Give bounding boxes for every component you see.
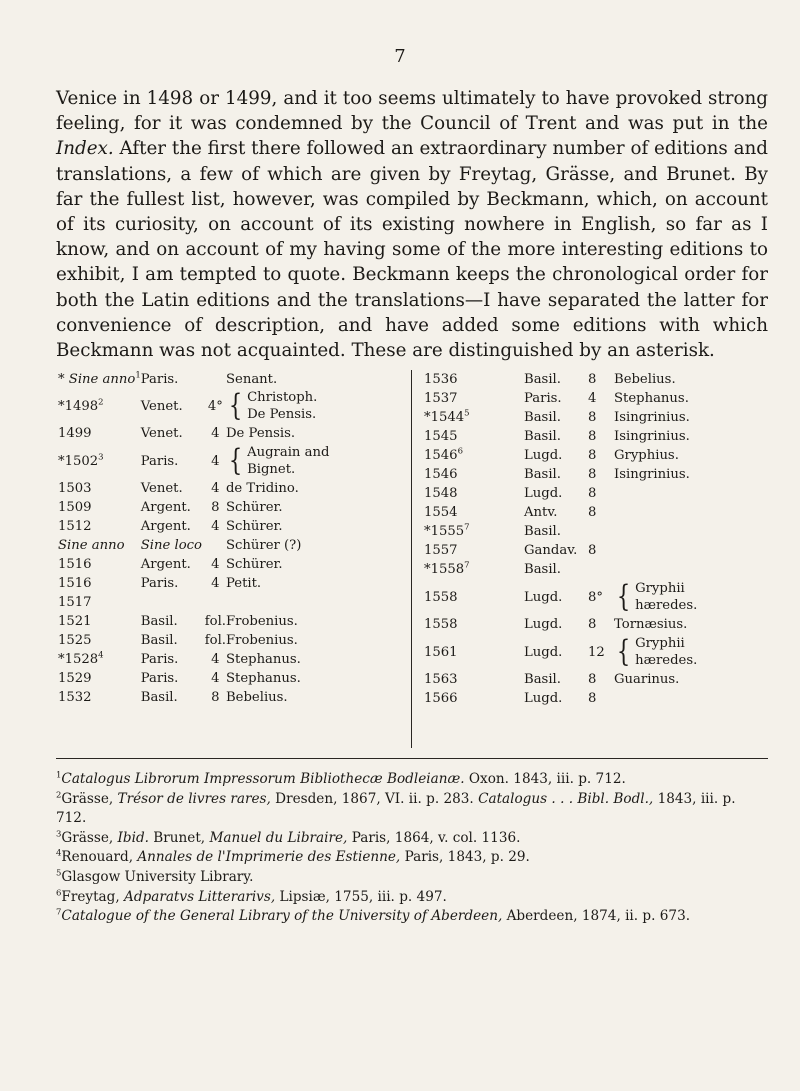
edition-year: 1509 xyxy=(58,500,92,515)
edition-printer xyxy=(226,388,330,424)
footnote-ref: 6 xyxy=(457,446,463,457)
printer-line: De Pensis. xyxy=(247,407,317,422)
edition-year: 1517 xyxy=(58,595,92,610)
footnote-text: Oxon. 1843, iii. p. 712. xyxy=(464,771,626,787)
edition-year-cell xyxy=(56,650,141,669)
table-row xyxy=(56,593,330,612)
edition-format xyxy=(205,593,226,612)
edition-place: Lugd. xyxy=(524,691,563,706)
footnote-text: Brunet, xyxy=(148,829,210,846)
edition-printer: Stephanus. xyxy=(614,391,689,406)
footnote-number: 7 xyxy=(56,907,62,918)
edition-place: Argent. xyxy=(140,519,191,534)
edition-year: *1558 xyxy=(424,562,465,577)
edition-printer: Petit. xyxy=(225,576,262,591)
edition-place: Lugd. xyxy=(524,617,563,632)
latin-editions-table-right xyxy=(420,370,724,708)
edition-year-cell xyxy=(56,443,141,479)
header-printer: Senant. xyxy=(225,371,278,387)
footnote xyxy=(56,888,768,908)
edition-format: 4 xyxy=(211,426,220,441)
table-row xyxy=(56,612,330,631)
edition-format: 4 xyxy=(211,453,220,469)
table-row xyxy=(420,370,724,389)
footnote-text: Grässe, xyxy=(61,829,118,846)
edition-year-cell xyxy=(420,427,524,446)
table-row xyxy=(420,408,724,427)
printer-lines xyxy=(635,580,697,614)
printer-lines xyxy=(635,635,697,669)
edition-printer: Tornæsius. xyxy=(614,617,688,632)
footnote-ref: 2 xyxy=(98,397,104,408)
footnote-title: Manuel du Libraire, xyxy=(209,829,348,846)
edition-printer xyxy=(614,522,724,541)
brace-icon: { xyxy=(616,579,631,614)
edition-place: Argent. xyxy=(140,500,191,515)
edition-place: Paris. xyxy=(140,652,179,667)
brace-icon: { xyxy=(228,388,243,423)
edition-format: 8 xyxy=(588,543,597,558)
page-number: 7 xyxy=(394,46,406,67)
edition-format: 8 xyxy=(588,372,597,387)
edition-year: 1561 xyxy=(424,644,458,660)
edition-year: 1548 xyxy=(424,486,458,501)
edition-printer: Schürer. xyxy=(225,500,283,515)
table-row xyxy=(420,670,724,689)
edition-year: 1516 xyxy=(58,557,92,572)
footnote-ref: 4 xyxy=(98,650,104,661)
printer-brace-group xyxy=(614,580,724,614)
edition-year: 1558 xyxy=(424,617,458,632)
edition-year: 1554 xyxy=(424,505,458,520)
edition-place: Paris. xyxy=(524,391,562,406)
edition-printer xyxy=(226,443,330,479)
edition-year-cell xyxy=(56,669,141,688)
edition-year-cell xyxy=(56,498,141,517)
table-header-row xyxy=(56,370,330,388)
footnote-number: 2 xyxy=(56,790,62,801)
header-place: Paris. xyxy=(140,371,179,387)
edition-place: Lugd. xyxy=(524,486,563,501)
edition-format: 4 xyxy=(211,576,220,591)
edition-year: 1503 xyxy=(58,481,92,496)
edition-place: Basil. xyxy=(140,614,178,629)
edition-place: Lugd. xyxy=(524,644,563,660)
footnote-ref: 7 xyxy=(464,560,470,571)
printer-brace-group xyxy=(614,635,724,669)
edition-printer xyxy=(614,541,724,560)
edition-place: Basil. xyxy=(140,690,178,705)
table-row xyxy=(420,579,724,615)
edition-place: Basil. xyxy=(524,672,561,687)
printer-line: Augrain and xyxy=(247,445,330,460)
table-row xyxy=(56,536,330,555)
edition-format: fol. xyxy=(204,614,226,629)
edition-printer: de Tridino. xyxy=(225,481,299,496)
body-text-index-word: Index. xyxy=(56,138,114,160)
edition-year-cell xyxy=(420,541,524,560)
edition-printer xyxy=(614,634,724,670)
edition-format: 8 xyxy=(588,672,597,687)
edition-year-cell xyxy=(420,689,524,708)
edition-year: 1557 xyxy=(424,543,458,558)
edition-printer: Schürer (?) xyxy=(225,538,302,553)
edition-year: *1528 xyxy=(58,652,99,667)
edition-format: 8 xyxy=(588,617,597,632)
table-row xyxy=(420,446,724,465)
footnote-text: Grässe, xyxy=(61,790,118,807)
footnote xyxy=(56,848,768,868)
edition-year-cell xyxy=(56,517,141,536)
footnote-ref: 5 xyxy=(464,408,470,419)
edition-year-cell xyxy=(420,560,524,579)
footnote-ref: 3 xyxy=(98,452,104,463)
edition-printer: Stephanus. xyxy=(225,652,301,667)
edition-year-cell xyxy=(420,389,524,408)
edition-year-cell xyxy=(420,370,524,389)
header-year-text: * Sine anno xyxy=(58,371,136,387)
printer-line: Christoph. xyxy=(247,390,318,405)
footnote-text: Freytag, xyxy=(61,888,124,905)
table-row xyxy=(420,427,724,446)
edition-year-cell xyxy=(420,670,524,689)
edition-format: 8 xyxy=(588,410,597,425)
edition-printer: Gryphius. xyxy=(614,448,679,463)
edition-year: 1529 xyxy=(58,671,92,686)
footnote-number: 1 xyxy=(56,770,62,781)
edition-format: 8 xyxy=(211,690,220,705)
edition-year: 1546 xyxy=(424,467,458,482)
edition-year: 1537 xyxy=(424,391,458,406)
table-row xyxy=(420,634,724,670)
footnote xyxy=(56,770,768,790)
edition-format: 8 xyxy=(211,500,220,515)
edition-format: 4 xyxy=(588,391,597,406)
printer-line: Gryphii xyxy=(635,581,685,596)
edition-year: 1536 xyxy=(424,372,458,387)
table-row xyxy=(56,517,330,536)
edition-format: 8 xyxy=(588,505,597,520)
column-divider xyxy=(411,370,412,748)
edition-year: 1558 xyxy=(424,589,458,605)
edition-year-cell xyxy=(56,555,141,574)
table-row xyxy=(56,388,330,424)
footnote-text: Lipsiæ, 1755, iii. p. 497. xyxy=(275,888,447,905)
edition-format: fol. xyxy=(204,633,226,648)
edition-format xyxy=(588,522,614,541)
edition-format: 8 xyxy=(588,448,597,463)
table-row xyxy=(56,479,330,498)
edition-place: Venet. xyxy=(140,481,183,496)
edition-year-cell xyxy=(56,388,141,424)
table-row xyxy=(56,631,330,650)
edition-format: 8 xyxy=(588,429,597,444)
edition-printer: Bebelius. xyxy=(225,690,288,705)
edition-printer: Frobenius. xyxy=(225,633,298,648)
edition-format: 8 xyxy=(588,691,597,706)
edition-year: 1516 xyxy=(58,576,92,591)
edition-year-cell xyxy=(420,408,524,427)
edition-printer: Stephanus. xyxy=(225,671,301,686)
edition-place xyxy=(141,593,205,612)
footnote-title: Catalogus . . . Bibl. Bodl., xyxy=(478,790,654,807)
edition-printer: De Pensis. xyxy=(225,426,296,441)
edition-year: 1563 xyxy=(424,672,458,687)
edition-year: *1555 xyxy=(424,524,465,539)
edition-year: 1512 xyxy=(58,519,92,534)
edition-printer xyxy=(614,503,724,522)
latin-editions-table-left xyxy=(56,370,330,707)
table-row xyxy=(420,503,724,522)
edition-place: Paris. xyxy=(140,453,179,469)
edition-place: Paris. xyxy=(140,671,179,686)
edition-format xyxy=(588,560,614,579)
header-year xyxy=(56,370,141,388)
table-row xyxy=(56,424,330,443)
edition-format: 12 xyxy=(588,644,605,660)
edition-printer xyxy=(614,579,724,615)
table-row xyxy=(56,443,330,479)
edition-year-cell xyxy=(56,612,141,631)
footnote-title: Catalogus Librorum Impressorum Bibliothecæ Bodleianæ. xyxy=(61,771,465,787)
table-row xyxy=(420,541,724,560)
brace-icon: { xyxy=(228,443,243,478)
edition-year-cell xyxy=(56,536,141,555)
printer-line: Gryphii xyxy=(635,636,685,651)
table-row xyxy=(56,650,330,669)
edition-year: *1502 xyxy=(58,453,99,469)
edition-format: 8 xyxy=(588,467,597,482)
edition-year: *1498 xyxy=(58,398,99,414)
edition-year: 1521 xyxy=(58,614,92,629)
footnote-title: Trésor de livres rares, xyxy=(117,790,271,807)
edition-year: 1566 xyxy=(424,691,458,706)
body-text-part-1: Venice in 1498 or 1499, and it too seems ultimately to have provoked strong feeling, for it was condemned by the Council of Trent and was put in the xyxy=(56,88,768,135)
edition-year-cell xyxy=(420,634,524,670)
edition-place: Lugd. xyxy=(524,589,563,605)
edition-place: Venet. xyxy=(140,426,183,441)
footnote xyxy=(56,790,768,829)
edition-printer: Bebelius. xyxy=(614,372,676,387)
edition-printer: Isingrinius. xyxy=(614,429,690,444)
edition-year-cell xyxy=(56,688,141,707)
edition-place: Lugd. xyxy=(524,448,563,463)
edition-year-cell xyxy=(420,522,524,541)
edition-format: 8 xyxy=(588,486,597,501)
brace-icon: { xyxy=(616,634,631,669)
footnote-text: Dresden, 1867, VI. ii. p. 283. xyxy=(270,790,479,807)
edition-year-cell xyxy=(420,446,524,465)
edition-year-cell xyxy=(56,479,141,498)
printer-brace-group xyxy=(226,444,330,478)
edition-year-cell xyxy=(420,465,524,484)
header-format xyxy=(205,370,226,388)
edition-place: Basil. xyxy=(524,524,561,539)
footnote-number: 6 xyxy=(56,888,62,899)
footnote-text: Glasgow University Library. xyxy=(61,868,254,885)
edition-year-cell xyxy=(56,593,141,612)
edition-year-cell xyxy=(56,574,141,593)
table-row xyxy=(420,389,724,408)
footnote-text: Renouard, xyxy=(61,849,138,866)
table-row xyxy=(420,560,724,579)
footnote-number: 3 xyxy=(56,829,62,840)
edition-year: Sine anno xyxy=(58,538,125,553)
footnote-text: 1843, iii. p. 712. xyxy=(56,790,736,827)
edition-year: 1499 xyxy=(58,426,92,441)
footnote-rule xyxy=(56,758,768,759)
footnote-ref: 1 xyxy=(135,370,141,381)
table-row xyxy=(56,555,330,574)
footnote xyxy=(56,829,768,849)
table-row xyxy=(56,574,330,593)
edition-year-cell xyxy=(56,424,141,443)
table-row xyxy=(420,615,724,634)
edition-place: Sine loco xyxy=(140,538,202,553)
edition-year: 1546 xyxy=(424,448,458,463)
printer-line: hæredes. xyxy=(635,653,698,668)
edition-printer: Schürer. xyxy=(225,519,283,534)
edition-printer: Schürer. xyxy=(225,557,283,572)
edition-printer xyxy=(614,689,724,708)
table-row xyxy=(56,688,330,707)
edition-printer: Isingrinius. xyxy=(614,467,690,482)
edition-year-cell xyxy=(420,484,524,503)
edition-printer xyxy=(226,593,330,612)
table-row xyxy=(420,522,724,541)
printer-lines xyxy=(247,444,329,478)
edition-place: Antv. xyxy=(524,505,558,520)
footnote xyxy=(56,907,768,927)
table-row xyxy=(56,669,330,688)
edition-year: 1545 xyxy=(424,429,458,444)
table-row xyxy=(420,484,724,503)
table-row xyxy=(420,689,724,708)
edition-year-cell xyxy=(420,503,524,522)
edition-format xyxy=(205,536,226,555)
edition-format: 4 xyxy=(211,652,220,667)
body-paragraph xyxy=(56,86,768,363)
edition-printer xyxy=(614,560,724,579)
edition-format: 4 xyxy=(211,519,220,534)
edition-printer: Guarinus. xyxy=(614,672,680,687)
footnote-text: Paris, 1864, v. col. 1136. xyxy=(347,829,521,846)
footnote-ref: 7 xyxy=(464,522,470,533)
footnote-number: 5 xyxy=(56,868,62,879)
edition-place: Basil. xyxy=(524,410,561,425)
footnote-title: Adparatvs Litterarivs, xyxy=(124,888,276,905)
edition-printer: Frobenius. xyxy=(225,614,298,629)
edition-year: *1544 xyxy=(424,410,465,425)
footnote-text: Aberdeen, 1874, ii. p. 673. xyxy=(502,908,691,925)
printer-line: Bignet. xyxy=(247,462,296,477)
editions-list xyxy=(56,370,768,750)
table-row xyxy=(420,465,724,484)
footnote-number: 4 xyxy=(56,848,62,859)
edition-place: Gandav. xyxy=(524,543,578,558)
edition-format: 8° xyxy=(588,589,603,605)
edition-place: Venet. xyxy=(140,398,183,414)
body-text-part-2: After the first there followed an extraordinary number of editions and translations, a few of which are given by Freytag, Grässe, and Brunet. By far the fullest list, however, was compiled by Beckmann, which, on account of its curiosity, on account of its existing nowhere in English, so far as I know, and on account of my having some of the more interesting editions to exhibit, I am tempted to quote. Beckmann keeps the chronological order for both the Latin editions and the translations—I have separated the latter for convenience of description, and have added some editions with which Beckmann was not acquainted. These are distinguished by an asterisk. xyxy=(56,138,768,362)
printer-brace-group xyxy=(226,389,330,423)
edition-place: Basil. xyxy=(524,467,561,482)
edition-format: 4° xyxy=(207,398,223,414)
edition-place: Basil. xyxy=(140,633,178,648)
edition-year: 1532 xyxy=(58,690,92,705)
footnote-title: Catalogue of the General Library of the University of Aberdeen, xyxy=(61,908,503,925)
footnote-text: Paris, 1843, p. 29. xyxy=(400,849,530,866)
edition-place: Basil. xyxy=(524,429,561,444)
footnote-title: Ibid. xyxy=(117,829,149,846)
edition-place: Basil. xyxy=(524,372,561,387)
edition-place: Basil. xyxy=(524,562,561,577)
printer-line: hæredes. xyxy=(635,598,698,613)
table-row xyxy=(56,498,330,517)
edition-format: 4 xyxy=(211,671,220,686)
edition-year-cell xyxy=(420,615,524,634)
edition-printer: Isingrinius. xyxy=(614,410,690,425)
edition-format: 4 xyxy=(211,557,220,572)
footnote xyxy=(56,868,768,888)
edition-place: Paris. xyxy=(140,576,179,591)
footnotes xyxy=(56,770,768,927)
edition-year-cell xyxy=(420,579,524,615)
printer-lines xyxy=(247,389,317,423)
edition-format: 4 xyxy=(211,481,220,496)
edition-year-cell xyxy=(56,631,141,650)
footnote-title: Annales de l'Imprimerie des Estienne, xyxy=(137,849,401,866)
edition-place: Argent. xyxy=(140,557,191,572)
edition-printer xyxy=(614,484,724,503)
edition-year: 1525 xyxy=(58,633,92,648)
